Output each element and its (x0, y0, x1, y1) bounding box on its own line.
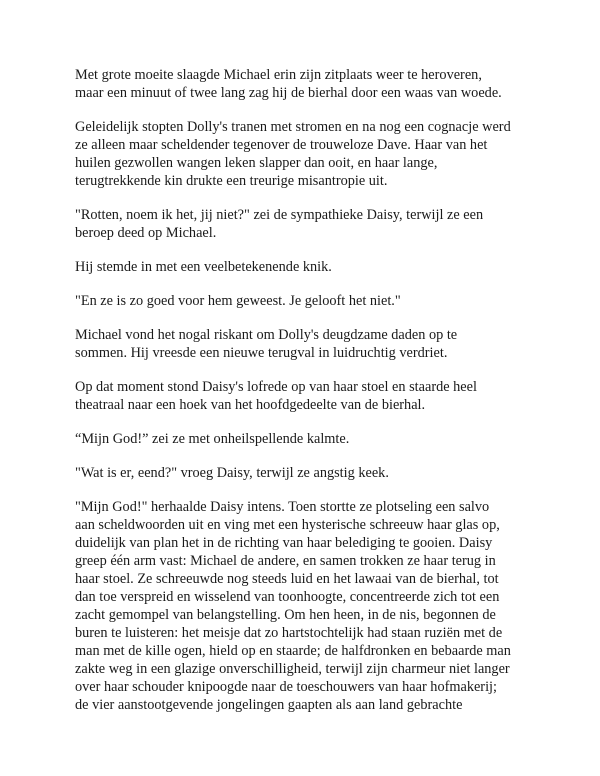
paragraph-1: Met grote moeite slaagde Michael erin zijn zitplaats weer te heroveren, maar een minuut of twee lang zag hij de bierhal door een waas van woede. (75, 67, 502, 101)
paragraph-10: "Mijn God!" herhaalde Daisy intens. Toen stortte ze plotseling een salvo aan scheldwoorden uit en ving met een hysterische schreeuw haar glas op, duidelijk van plan het in de richting van haar belediging te gooien. Daisy greep één arm vast: Michael de andere, en samen trokken ze haar terug in haar stoel. Ze schreeuwde nog steeds luid en het lawaai van de bierhal, tot dan toe verspreid en wisselend van toonhoogte, concentreerde zich tot een zacht gemompel van belangstelling. Om hen heen, in de nis, begonnen de buren te luisteren: het meisje dat zo hartstochtelijk had staan ruziën met de man met de kille ogen, hield op en staarde; de halfdronken en bebaarde man zakte weg in een glazige onverschilligheid, terwijl zijn charmeur niet langer over haar schouder knipoogde naar de toeschouwers van haar hofmakerij; de vier aanstootgevende jongelingen gaapten als aan land gebrachte (75, 499, 511, 713)
paragraph-8: “Mijn God!” zei ze met onheilspellende kalmte. (75, 431, 350, 447)
paragraph-6: Michael vond het nogal riskant om Dolly's deugdzame daden op te sommen. Hij vreesde een nieuwe terugval in luidruchtig verdriet. (75, 327, 458, 361)
paragraph-2: Geleidelijk stopten Dolly's tranen met stromen en na nog een cognacje werd ze alleen maar scheldender tegenover de trouweloze Dave. Haar van het huilen gezwollen wangen leken slapper dan ooit, en haar lange, terugtrekkende kin drukte een treurige misantropie uit. (75, 119, 511, 189)
paragraph-5: "En ze is zo goed voor hem geweest. Je gelooft het niet." (75, 293, 401, 309)
paragraph-4: Hij stemde in met een veelbetekenende knik. (75, 259, 332, 275)
paragraph-9: "Wat is er, eend?" vroeg Daisy, terwijl ze angstig keek. (75, 465, 389, 481)
document-text (75, 66, 545, 730)
paragraph-7: Op dat moment stond Daisy's lofrede op van haar stoel en staarde heel theatraal naar een hoek van het hoofdgedeelte van de bierhal. (75, 379, 477, 413)
paragraph-3: "Rotten, noem ik het, jij niet?" zei de sympathieke Daisy, terwijl ze een beroep deed op Michael. (75, 207, 484, 241)
